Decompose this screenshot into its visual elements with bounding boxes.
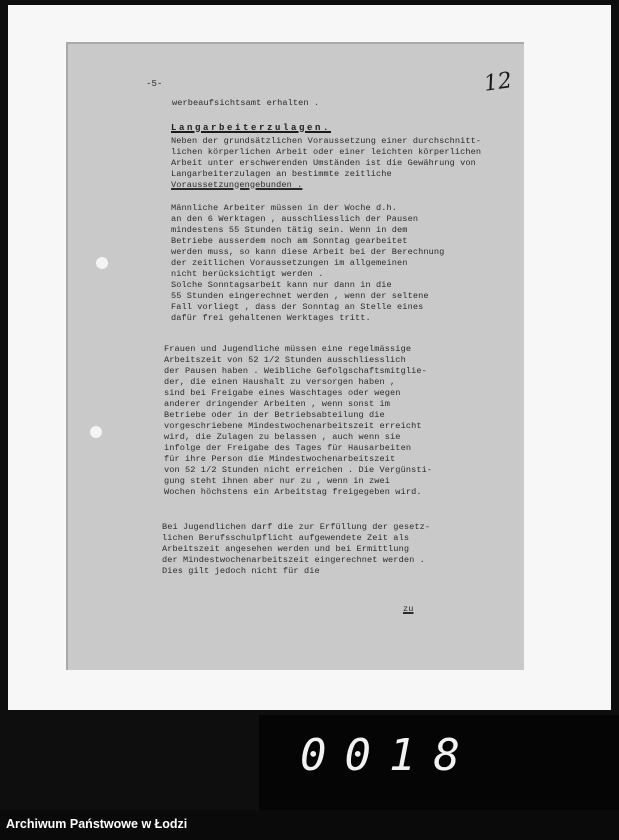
punch-hole xyxy=(96,257,108,269)
text-line: Arbeitszeit von 52 1/2 Stunden ausschliesslich xyxy=(164,355,406,365)
text-line: gung steht ihnen aber nur zu , wenn in zwei xyxy=(164,476,391,486)
text-line: Langarbeiterzulagen an bestimmte zeitliche xyxy=(171,169,392,179)
text-line: Betriebe ausserdem noch am Sonntag gearbeitet xyxy=(171,236,408,246)
archive-label: Archiwum Państwowe w Łodzi xyxy=(6,817,188,831)
text-line: anderer dringender Arbeiten , wenn sonst im xyxy=(164,399,391,409)
text-line: Wochen höchstens ein Arbeitstag freigegeben wird. xyxy=(164,487,422,497)
catchword: zu xyxy=(403,604,414,614)
text-line: mindestens 55 Stunden tätig sein. Wenn in dem xyxy=(171,225,408,235)
text-line: Fall vorliegt , dass der Sonntag an Stelle eines xyxy=(171,302,424,312)
text-line: vorgeschriebene Mindestwochenarbeitszeit erreicht xyxy=(164,421,422,431)
frame-counter: 0018 xyxy=(300,730,478,781)
text-line: werbeaufsichtsamt erhalten . xyxy=(172,98,320,108)
text-line: an den 6 Werktagen , ausschliesslich der Pausen xyxy=(171,214,419,224)
text-line: lichen Berufsschulpflicht aufgewendete Zeit als xyxy=(162,533,410,543)
text-line: Voraussetzungengebunden . xyxy=(171,180,303,190)
punch-hole xyxy=(90,426,102,438)
text-line: Arbeitszeit angesehen werden und bei Ermittlung xyxy=(162,544,410,554)
text-line: Frauen und Jugendliche müssen eine regelmässige xyxy=(164,344,412,354)
text-line: der, die einen Haushalt zu versorgen haben , xyxy=(164,377,396,387)
archival-number: 12 xyxy=(482,68,514,97)
text-line: nicht berücksichtigt werden . xyxy=(171,269,324,279)
text-line: Dies gilt jedoch nicht für die xyxy=(162,566,320,576)
page-number: -5- xyxy=(146,79,163,89)
text-line: wird, die Zulagen zu belassen , auch wenn sie xyxy=(164,432,401,442)
text-line: für ihre Person die Mindestwochenarbeitszeit xyxy=(164,454,396,464)
text-line: der Mindestwochenarbeitszeit eingerechnet werden . xyxy=(162,555,425,565)
text-line: Betriebe oder in der Betriebsabteilung die xyxy=(164,410,385,420)
section-heading: Langarbeiterzulagen. xyxy=(171,123,332,133)
text-line: Bei Jugendlichen darf die zur Erfüllung der gesetz- xyxy=(162,522,431,532)
text-line: von 52 1/2 Stunden nicht erreichen . Die Vergünsti- xyxy=(164,465,433,475)
document-page xyxy=(66,42,524,670)
text-line: werden muss, so kann diese Arbeit bei der Berechnung xyxy=(171,247,445,257)
text-line: infolge der Freigabe des Tages für Hausarbeiten xyxy=(164,443,412,453)
text-line: der zeitlichen Voraussetzungen im allgemeinen xyxy=(171,258,408,268)
text-line: dafür frei gehaltenen Werktages tritt. xyxy=(171,313,371,323)
text-line: Solche Sonntagsarbeit kann nur dann in die xyxy=(171,280,392,290)
text-line: 55 Stunden eingerechnet werden , wenn der seltene xyxy=(171,291,429,301)
text-line: lichen körperlichen Arbeit oder einer leichten körperlichen xyxy=(171,147,482,157)
text-line: Arbeit unter erschwerenden Umständen ist die Gewährung von xyxy=(171,158,476,168)
text-line: der Pausen haben . Weibliche Gefolgschaftsmitglie- xyxy=(164,366,427,376)
text-line: Männliche Arbeiter müssen in der Woche d.h. xyxy=(171,203,398,213)
text-line: Neben der grundsätzlichen Voraussetzung einer durchschnitt- xyxy=(171,136,482,146)
text-line: sind bei Freigabe eines Waschtages oder wegen xyxy=(164,388,401,398)
